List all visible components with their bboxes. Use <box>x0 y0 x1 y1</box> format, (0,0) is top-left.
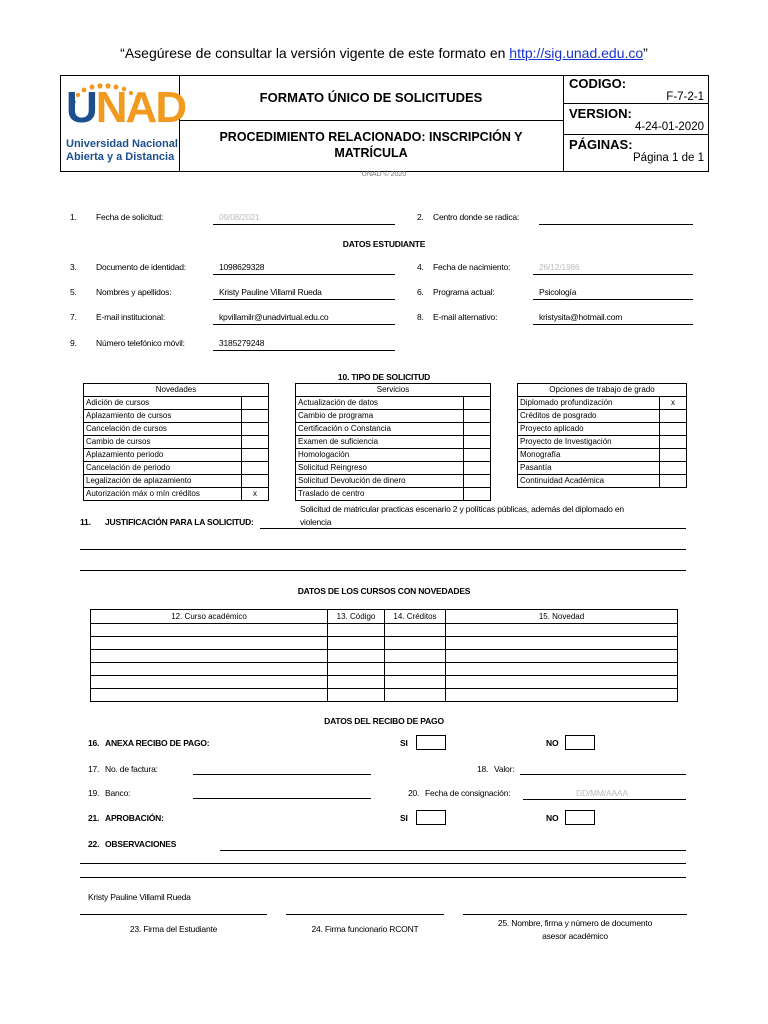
cursos-cell[interactable] <box>385 676 446 689</box>
cursos-header-creditos: 14. Créditos <box>385 610 446 624</box>
firma-asesor-line[interactable] <box>463 914 687 915</box>
grado-label: Créditos de posgrado <box>518 410 660 423</box>
f25-label-line1: 25. Nombre, firma y número de documento <box>497 918 653 928</box>
f9-num: 9. <box>70 338 77 348</box>
servicio-label: Cambio de programa <box>296 410 464 423</box>
f6-value[interactable]: Psicología <box>539 287 577 297</box>
codigo-label: CODIGO: <box>569 76 627 91</box>
grado-row <box>518 436 687 449</box>
servicio-checkbox[interactable] <box>464 410 491 423</box>
student-name: Kristy Pauline Villamil Rueda <box>88 892 191 902</box>
novedad-row <box>84 410 269 423</box>
f16-label: ANEXA RECIBO DE PAGO: <box>105 738 210 748</box>
novedad-row <box>84 475 269 488</box>
grado-row <box>518 449 687 462</box>
novedad-label: Aplazamiento periodo <box>84 449 242 462</box>
f21-num: 21. <box>88 813 100 823</box>
f20-num: 20. <box>408 788 420 798</box>
cursos-cell[interactable] <box>328 637 385 650</box>
f1-num: 1. <box>70 212 77 222</box>
servicio-checkbox[interactable] <box>464 449 491 462</box>
cursos-cell[interactable] <box>385 624 446 637</box>
cursos-cell[interactable] <box>91 624 328 637</box>
f3-label: Documento de identidad: <box>96 262 186 272</box>
grado-row <box>518 423 687 436</box>
novedad-row <box>84 462 269 475</box>
f17-input[interactable] <box>193 774 371 775</box>
novedad-label: Cancelación de periodo <box>84 462 242 475</box>
grado-row <box>518 475 687 488</box>
f25-label-line2: asesor académico <box>542 931 608 941</box>
novedades-table <box>83 383 269 501</box>
f6-label: Programa actual: <box>433 287 495 297</box>
f24-label: 24. Firma funcionario RCONT <box>311 924 419 934</box>
f5-value[interactable]: Kristy Pauline Villamil Rueda <box>219 287 322 297</box>
novedades-header: Novedades <box>84 384 269 397</box>
novedad-row <box>84 449 269 462</box>
cursos-cell[interactable] <box>446 689 678 702</box>
top-note-suffix: ” <box>643 45 648 61</box>
servicio-row <box>296 488 491 501</box>
f16-no-box[interactable] <box>565 735 595 750</box>
logo-text <box>66 83 186 132</box>
servicio-row <box>296 449 491 462</box>
f11-num: 11. <box>80 517 91 527</box>
f20-label: Fecha de consignación: <box>425 788 511 798</box>
novedad-row <box>84 436 269 449</box>
grado-checkbox[interactable] <box>660 462 687 475</box>
f2-input[interactable] <box>539 224 693 225</box>
grado-label: Diplomado profundización <box>518 397 660 410</box>
servicio-checkbox[interactable] <box>464 488 491 501</box>
cursos-table <box>90 609 678 702</box>
paginas-value: Página 1 de 1 <box>633 152 704 164</box>
grado-checkbox[interactable] <box>660 410 687 423</box>
sig-link[interactable]: http://sig.unad.edu.co <box>509 45 644 61</box>
f18-input[interactable] <box>520 774 686 775</box>
unad-logo <box>64 80 186 168</box>
datos-estudiante: DATOS ESTUDIANTE <box>342 239 426 249</box>
f9-label: Número telefónico móvil: <box>96 338 185 348</box>
paginas-label: PÁGINAS: <box>569 137 633 152</box>
f21-si-label: SI <box>400 813 408 823</box>
cursos-table-row <box>91 650 678 663</box>
cursos-header-codigo: 13. Código <box>328 610 385 624</box>
f21-si-box[interactable] <box>416 810 446 825</box>
f21-no-label: NO <box>546 813 559 823</box>
cursos-table-row <box>91 637 678 650</box>
f16-num: 16. <box>88 738 100 748</box>
cursos-table-row <box>91 689 678 702</box>
servicio-checkbox[interactable] <box>464 397 491 410</box>
grado-label: Monografía <box>518 449 660 462</box>
justificacion-text1[interactable]: Solicitud de matricular practicas escenario 2 y políticas públicas, además del diplomado en <box>300 504 624 514</box>
cursos-cell[interactable] <box>446 624 678 637</box>
grado-label: Proyecto aplicado <box>518 423 660 436</box>
f6-num: 6. <box>417 287 424 297</box>
procedure-title: PROCEDIMIENTO RELACIONADO: INSCRIPCIÓN Y MATRÍCULA <box>219 130 523 160</box>
novedad-checkbox[interactable] <box>242 410 269 423</box>
novedad-row <box>84 488 269 501</box>
f5-label: Nombres y apellidos: <box>96 287 172 297</box>
cursos-cell[interactable] <box>385 663 446 676</box>
logo-nad: NAD <box>95 83 186 132</box>
servicio-checkbox[interactable] <box>464 475 491 488</box>
servicio-row <box>296 423 491 436</box>
grado-label: Pasantía <box>518 462 660 475</box>
cursos-table-row <box>91 663 678 676</box>
f22-label: OBSERVACIONES <box>105 839 177 849</box>
f17-label: No. de factura: <box>105 764 158 774</box>
f17-num: 17. <box>88 764 100 774</box>
f22-num: 22. <box>88 839 100 849</box>
servicio-row <box>296 462 491 475</box>
novedad-row <box>84 423 269 436</box>
observaciones-line2[interactable] <box>80 863 686 864</box>
cursos-cell[interactable] <box>91 663 328 676</box>
cursos-title: DATOS DE LOS CURSOS CON NOVEDADES <box>297 586 471 596</box>
justificacion-line2[interactable] <box>80 549 686 550</box>
cursos-cell[interactable] <box>385 637 446 650</box>
novedad-label: Autorización máx o mín créditos <box>84 488 242 501</box>
grado-row <box>518 410 687 423</box>
servicio-label: Solicitud Reingreso <box>296 462 464 475</box>
servicios-header: Servicios <box>296 384 491 397</box>
novedad-label: Aplazamiento de cursos <box>84 410 242 423</box>
cursos-cell[interactable] <box>91 637 328 650</box>
grado-table <box>517 383 687 488</box>
cursos-cell[interactable] <box>446 650 678 663</box>
grado-checkbox[interactable] <box>660 436 687 449</box>
recibo-title: DATOS DEL RECIBO DE PAGO <box>324 716 444 726</box>
f11-label: JUSTIFICACIÓN PARA LA SOLICITUD: <box>105 517 254 527</box>
f7-value[interactable]: kpvillamilr@unadvirtual.edu.co <box>219 312 329 322</box>
observaciones-line1[interactable] <box>220 850 686 851</box>
grado-checkbox[interactable] <box>660 475 687 488</box>
f23-label: 23. Firma del Estudiante <box>129 924 218 934</box>
cursos-cell[interactable] <box>328 676 385 689</box>
f1-value[interactable]: 09/08/2021 <box>219 212 260 222</box>
novedad-checkbox[interactable] <box>242 423 269 436</box>
copyright: UNAD © 2020 <box>361 171 407 178</box>
cursos-cell[interactable] <box>446 676 678 689</box>
novedad-checkbox[interactable] <box>242 397 269 410</box>
observaciones-line3[interactable] <box>80 877 686 878</box>
grado-checkbox[interactable] <box>660 423 687 436</box>
f3-value[interactable]: 1098629328 <box>219 262 265 272</box>
f4-value[interactable]: 26/12/1986 <box>539 262 580 272</box>
cursos-table-row <box>91 624 678 637</box>
f5-num: 5. <box>70 287 77 297</box>
cursos-cell[interactable] <box>446 637 678 650</box>
f19-label: Banco: <box>105 788 131 798</box>
f8-num: 8. <box>417 312 424 322</box>
servicio-label: Solicitud Devolución de dinero <box>296 475 464 488</box>
servicio-checkbox[interactable] <box>464 423 491 436</box>
novedad-checkbox[interactable] <box>242 462 269 475</box>
f7-num: 7. <box>70 312 77 322</box>
codigo-value: F-7-2-1 <box>666 91 704 103</box>
f9-value[interactable]: 3185279248 <box>219 338 265 348</box>
cursos-cell[interactable] <box>328 663 385 676</box>
novedad-checkbox[interactable]: x <box>242 488 269 501</box>
f19-num: 19. <box>88 788 100 798</box>
cursos-cell[interactable] <box>385 650 446 663</box>
grado-row <box>518 397 687 410</box>
novedad-label: Cambio de cursos <box>84 436 242 449</box>
f4-label: Fecha de nacimiento: <box>433 262 511 272</box>
novedad-checkbox[interactable] <box>242 436 269 449</box>
servicio-row <box>296 475 491 488</box>
f3-num: 3. <box>70 262 77 272</box>
f16-si-label: SI <box>400 738 408 748</box>
logo-line2: Abierta y a Distancia <box>66 151 175 163</box>
top-note-prefix: “Asegúrese de consultar la versión vigente de este formato en <box>120 45 510 61</box>
f4-num: 4. <box>417 262 424 272</box>
cursos-cell[interactable] <box>328 650 385 663</box>
logo-line1: Universidad Nacional <box>66 138 178 150</box>
tipo-solicitud-title: 10. TIPO DE SOLICITUD <box>337 372 431 382</box>
top-note <box>0 45 768 61</box>
cursos-cell[interactable] <box>328 689 385 702</box>
servicio-row <box>296 410 491 423</box>
cursos-cell[interactable] <box>385 689 446 702</box>
novedad-checkbox[interactable] <box>242 449 269 462</box>
justificacion-line3[interactable] <box>80 570 686 571</box>
servicio-row <box>296 397 491 410</box>
servicio-label: Actualización de datos <box>296 397 464 410</box>
novedad-label: Legalización de aplazamiento <box>84 475 242 488</box>
f7-label: E-mail institucional: <box>96 312 166 322</box>
servicio-label: Homologación <box>296 449 464 462</box>
grado-header: Opciones de trabajo de grado <box>518 384 687 397</box>
justificacion-text2[interactable]: violencia <box>300 517 332 527</box>
cursos-cell[interactable] <box>446 663 678 676</box>
f19-input[interactable] <box>193 798 371 799</box>
novedad-label: Cancelación de cursos <box>84 423 242 436</box>
grado-checkbox[interactable]: x <box>660 397 687 410</box>
firma-rcont-line[interactable] <box>286 914 444 915</box>
f21-no-box[interactable] <box>565 810 595 825</box>
grado-label: Proyecto de Investigación <box>518 436 660 449</box>
f2-label: Centro donde se radica: <box>433 212 520 222</box>
firma-estudiante-line[interactable] <box>80 914 267 915</box>
servicio-row <box>296 436 491 449</box>
f2-num: 2. <box>417 212 424 222</box>
servicio-checkbox[interactable] <box>464 436 491 449</box>
f18-label: Valor: <box>494 764 515 774</box>
f8-value[interactable]: kristysita@hotmail.com <box>539 312 623 322</box>
f8-label: E-mail alternativo: <box>433 312 498 322</box>
cursos-header-curso: 12. Curso académico <box>91 610 328 624</box>
f18-num: 18. <box>477 764 489 774</box>
cursos-cell[interactable] <box>91 650 328 663</box>
novedad-checkbox[interactable] <box>242 475 269 488</box>
cursos-header-novedad: 15. Novedad <box>446 610 678 624</box>
cursos-cell[interactable] <box>91 689 328 702</box>
f21-label: APROBACIÓN: <box>105 813 164 823</box>
grado-label: Continuidad Académica <box>518 475 660 488</box>
grado-checkbox[interactable] <box>660 449 687 462</box>
cursos-cell[interactable] <box>328 624 385 637</box>
f16-si-box[interactable] <box>416 735 446 750</box>
logo-u: U <box>66 83 96 132</box>
cursos-table-row <box>91 676 678 689</box>
servicio-checkbox[interactable] <box>464 462 491 475</box>
f20-placeholder[interactable]: DD/MM/AAAA <box>576 788 628 798</box>
novedad-label: Adición de cursos <box>84 397 242 410</box>
servicio-label: Traslado de centro <box>296 488 464 501</box>
cursos-cell[interactable] <box>91 676 328 689</box>
servicio-label: Certificación o Constancia <box>296 423 464 436</box>
f16-no-label: NO <box>546 738 559 748</box>
f1-label: Fecha de solicitud: <box>96 212 164 222</box>
form-title: FORMATO ÚNICO DE SOLICITUDES <box>259 90 483 105</box>
servicios-table <box>295 383 491 501</box>
version-value: 4-24-01-2020 <box>634 121 704 133</box>
grado-row <box>518 462 687 475</box>
servicio-label: Examen de suficiencia <box>296 436 464 449</box>
novedad-row <box>84 397 269 410</box>
version-label: VERSION: <box>569 106 632 121</box>
